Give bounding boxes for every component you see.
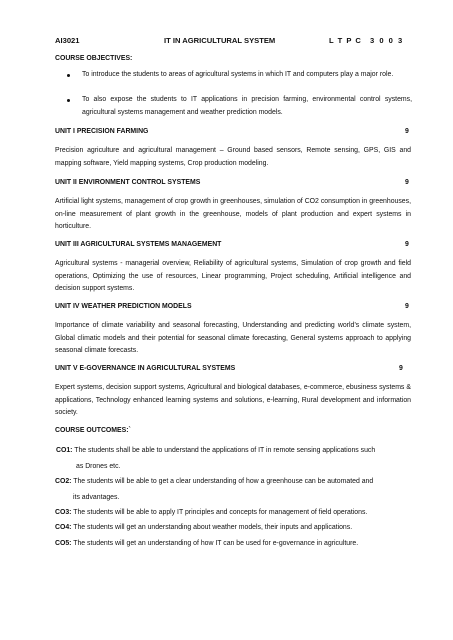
outcomes-heading: COURSE OUTCOMES:` (55, 427, 131, 434)
outcome-text: The students will get an understanding of how IT can be used for e-governance in agriculture. (71, 540, 359, 547)
unit-hours: 9 (405, 179, 409, 186)
unit-title: UNIT I PRECISION FARMING (55, 128, 149, 135)
unit-title: UNIT III AGRICULTURAL SYSTEMS MANAGEMENT (55, 241, 222, 248)
outcome-label: CO4: (55, 524, 72, 531)
unit-content: Importance of climate variability and seasonal forecasting, Understanding and predicting world’s climate system, Global climatic models and their potential for seasonal climate forecasting, General systems approach to applying seasonal climate forecasts. (55, 322, 411, 354)
unit-hours: 9 (405, 128, 409, 135)
outcome-item (55, 538, 358, 550)
outcome-item (55, 476, 373, 488)
outcome-continuation: its advantages. (73, 494, 120, 501)
ltpc-credits: 3 0 0 3 (370, 36, 404, 45)
outcome-item (55, 507, 367, 519)
unit-hours: 9 (405, 241, 409, 248)
unit-hours: 9 (399, 365, 403, 372)
course-title: IT IN AGRICULTURAL SYSTEM (164, 36, 276, 45)
bullet-icon (67, 99, 70, 102)
ltpc-label: L T P C (329, 36, 362, 45)
outcome-item (56, 445, 375, 457)
outcome-text: The students will be able to apply IT principles and concepts for management of field operations. (71, 509, 368, 516)
unit-hours: 9 (405, 303, 409, 310)
unit-title: UNIT IV WEATHER PREDICTION MODELS (55, 303, 192, 310)
outcome-label: CO5: (55, 540, 72, 547)
outcome-label: CO3: (55, 509, 72, 516)
unit-title: UNIT II ENVIRONMENT CONTROL SYSTEMS (55, 179, 201, 186)
outcome-label: CO1: (56, 447, 73, 454)
objectives-heading: COURSE OBJECTIVES: (55, 55, 133, 62)
objective-item: To also expose the students to IT applications in precision farming, environmental control systems, agricultural systems management and weather prediction models. (82, 96, 412, 116)
outcome-text: The students will be able to get a clear understanding of how a greenhouse can be automated and (71, 478, 374, 485)
unit-content: Artificial light systems, management of crop growth in greenhouses, simulation of CO2 consumption in greenhouses, on-line measurement of plant growth in the greenhouse, models of plant production and expert systems in horticulture. (55, 198, 411, 230)
unit-content: Precision agriculture and agricultural management – Ground based sensors, Remote sensing, GPS, GIS and mapping software, Yield mapping systems, Crop production modeling. (55, 147, 411, 167)
bullet-icon (67, 74, 70, 77)
outcome-text: The students will get an understanding about weather models, their inputs and applications. (71, 524, 353, 531)
outcome-text: The students shall be able to understand the applications of IT in remote sensing applications such (72, 447, 376, 454)
outcome-item (55, 522, 352, 534)
unit-content: Expert systems, decision support systems, Agricultural and biological databases, e-commerce, ebusiness systems & applications, Technology enhanced learning systems and solutions, e-learning, Rural development and information society. (55, 384, 411, 416)
objective-item: To introduce the students to areas of agricultural systems in which IT and computers play a major role. (82, 71, 394, 78)
outcome-continuation: as Drones etc. (76, 463, 121, 470)
unit-content: Agricultural systems - managerial overview, Reliability of agricultural systems, Simulation of crop growth and field operations, Optimizing the use of resources, Linear programming, Project scheduling, Artificial intelligence and decision support systems. (55, 260, 411, 292)
unit-title: UNIT V E-GOVERNANCE IN AGRICULTURAL SYSTEMS (55, 365, 236, 372)
course-code: AI3021 (55, 36, 80, 45)
outcome-label: CO2: (55, 478, 72, 485)
